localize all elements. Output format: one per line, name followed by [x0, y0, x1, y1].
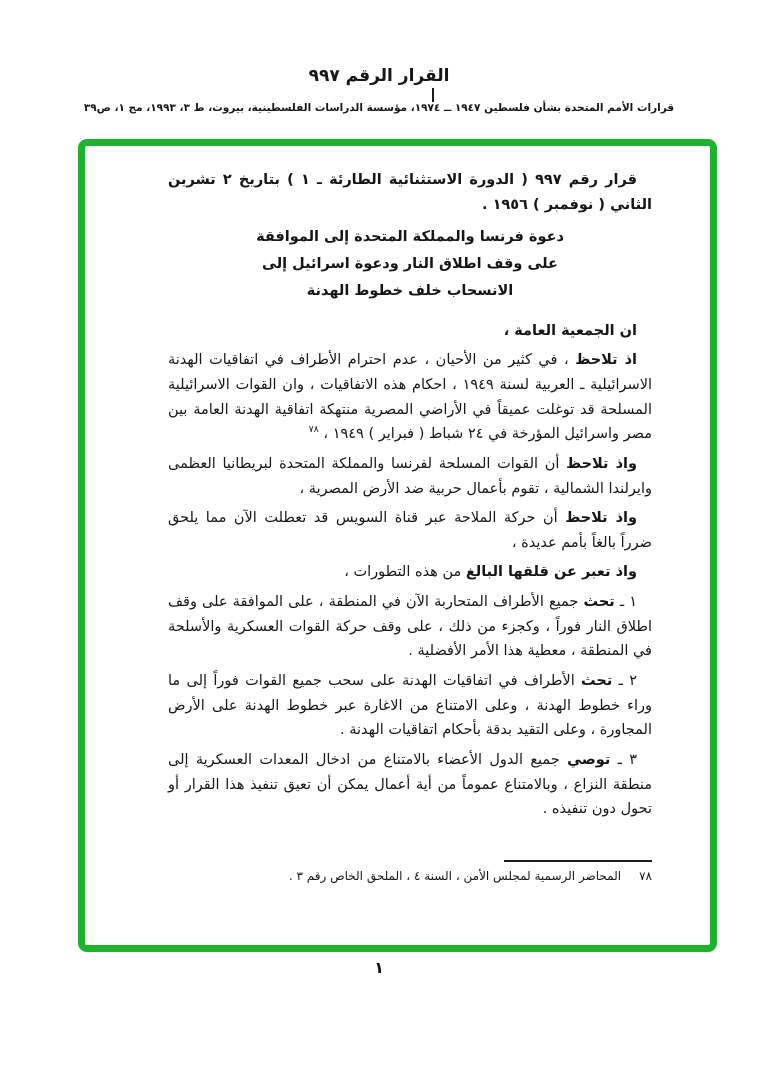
page-frame: [78, 139, 717, 952]
text-segment: ٣ ـ: [610, 751, 638, 768]
text-segment: جميع الدول الأعضاء بالامتناع من ادخال المعدات العسكرية إلى منطقة النزاع ، وبالامتناع عموماً من أية أعمال يمكن أن تعيق تنفيذ هذا القرار أو تحول دون تنفيذه .: [168, 751, 652, 818]
source-citation: قرارات الأمم المتحدة بشأن فلسطين ١٩٤٧ ــ ١٩٧٤، مؤسسة الدراسات الفلسطينية، بيروت، ط ٣، ١٩٩٣، مج ١، ص٣٩: [83, 102, 675, 114]
title-line: دعوة فرنسا والمملكة المتحدة إلى الموافقة: [256, 229, 564, 246]
text-segment: من هذه التطورات ،: [344, 564, 466, 581]
text-segment: ٢ ـ: [612, 673, 637, 690]
paragraph: [168, 506, 652, 555]
text-segment: جميع الأطراف المتحاربة الآن في المنطقة ، على الموافقة على وقف اطلاق النار فوراً ، وكجزء من ذلك ، على وقف حركة القوات العسكرية والأسلحة في المنطقة ، معطية هذا الأمر الأفضلية .: [168, 594, 652, 660]
resolution-subject-title: [168, 224, 652, 304]
text-segment: واذ تلاحظ: [566, 455, 638, 472]
text-segment: أن حركة الملاحة عبر قناة السويس قد تعطلت الآن مما يلحق ضرراً بالغاً بأمم عديدة ،: [168, 510, 652, 551]
text-segment: توصي: [567, 751, 611, 768]
text-segment: ان الجمعية العامة ،: [503, 322, 637, 339]
text-segment: واذ تلاحظ: [565, 510, 637, 527]
paragraph: [168, 590, 652, 664]
footnote-line: [168, 869, 652, 883]
text-segment: ١ ـ: [614, 594, 637, 611]
text-segment: تحث: [581, 673, 613, 690]
paragraph: [168, 319, 652, 344]
text-segment: تحث: [583, 594, 615, 611]
text-segment: ، في كثير من الأحيان ، عدم احترام الأطراف في اتفاقيات الهدنة الاسرائيلية ـ العربية لسنة ١٩٤٩ ، احكام هذه الاتفاقيات ، وان القوات الاسرائيلية المسلحة قد توغلت عميقاً في الأراضي المصرية منتهكة اتفاقية الهدنة العامة بين مصر واسرائيل المؤرخة في ٢٤ شباط ( فبراير ) ١٩٤٩ ،: [168, 352, 652, 443]
text-segment: أن القوات المسلحة لفرنسا والمملكة المتحدة لبريطانيا العظمى وايرلندا الشمالية ، تقوم بأعمال حربية ضد الأرض المصرية ،: [168, 455, 652, 497]
page-title: القرار الرقم ٩٩٧: [308, 66, 450, 86]
scan-artifact-tick: [432, 88, 434, 102]
text-segment: الأطراف في اتفاقيات الهدنة على سحب جميع القوات فوراً إلى ما وراء خطوط الهدنة ، وعلى الامتناع من الاغارة عبر خطوط الهدنة على الأرض المجاورة ، وعلى التقيد بدقة بأحكام اتفاقيات الهدنة .: [168, 673, 652, 739]
footnote: [168, 860, 652, 883]
paragraph: [168, 560, 652, 585]
text-segment: اذ تلاحظ: [575, 352, 637, 369]
footnote-separator: [504, 860, 652, 862]
paragraph: [168, 348, 652, 447]
footnote-number: ٧٨: [639, 869, 652, 883]
footnote-reference: ٧٨: [308, 424, 319, 436]
title-line: على وقف اطلاق النار ودعوة اسرائيل إلى: [262, 256, 558, 273]
paragraph: [168, 168, 652, 217]
paragraph: [168, 669, 652, 743]
text-segment: قرار رقم ٩٩٧ ( الدورة الاستثنائية الطارئة ـ ١ ) بتاريخ ٢ تشرين الثاني ( نوفمبر ) ١٩٥٦ .: [168, 172, 652, 213]
paragraph: [168, 748, 652, 822]
page-number: ١: [374, 958, 384, 977]
footnote-text: المحاضر الرسمية لمجلس الأمن ، السنة ٤ ، الملحق الخاص رقم ٣ .: [288, 869, 622, 883]
paragraph: [168, 452, 652, 501]
resolution-paragraphs: [168, 168, 652, 827]
text-segment: واذ تعبر عن قلقها البالغ: [465, 564, 637, 581]
title-line: الانسحاب خلف خطوط الهدنة: [306, 282, 514, 299]
